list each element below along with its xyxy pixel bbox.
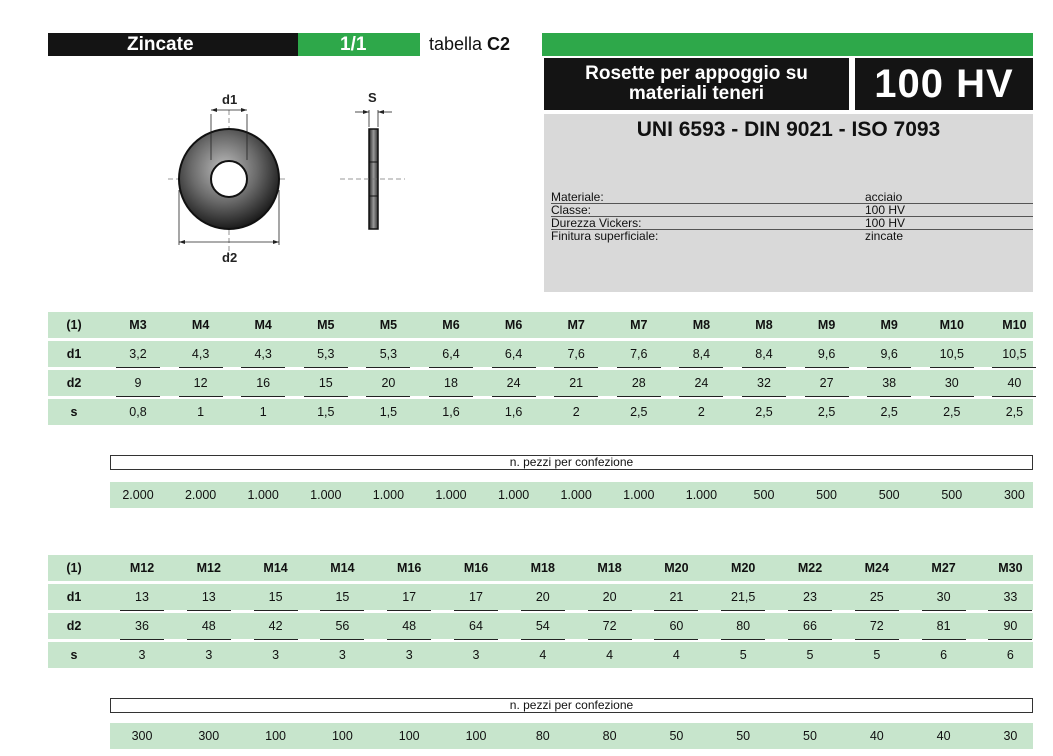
table-cell: 81 bbox=[910, 613, 977, 639]
d2-label: d2 bbox=[222, 250, 238, 265]
pieces-cell: 500 bbox=[941, 488, 963, 502]
table-cell: 42 bbox=[242, 613, 309, 639]
table-cell: 16 bbox=[232, 370, 295, 396]
table-cell: 30 bbox=[910, 584, 977, 610]
table-cell: 6,4 bbox=[482, 341, 545, 367]
row-header: d1 bbox=[66, 347, 82, 361]
table-cell: M20 bbox=[664, 561, 689, 575]
table-cell: M8 bbox=[692, 318, 711, 332]
pieces-cell: 40 bbox=[936, 729, 951, 743]
pieces-cell: 500 bbox=[816, 488, 838, 502]
table-cell: 28 bbox=[608, 370, 671, 396]
table-cell: M8 bbox=[755, 318, 773, 332]
table-cell: 8,4 bbox=[733, 341, 796, 367]
table-cell: 4,3 bbox=[232, 341, 295, 367]
pieces-cell: 2.000 bbox=[184, 488, 217, 502]
table-cell: M5 bbox=[317, 318, 335, 332]
table-cell: 5 bbox=[739, 648, 747, 662]
table-cell: M10 bbox=[1002, 318, 1027, 332]
table-cell: M14 bbox=[330, 561, 355, 575]
table-cell: 0,8 bbox=[129, 405, 147, 419]
pieces-cell: 1.000 bbox=[372, 488, 405, 502]
table-cell: 12 bbox=[169, 370, 232, 396]
table-cell: M24 bbox=[864, 561, 889, 575]
table-cell: 24 bbox=[482, 370, 545, 396]
table-cell: 7,6 bbox=[608, 341, 671, 367]
table-cell: 72 bbox=[843, 613, 910, 639]
property-label: Finitura superficiale: bbox=[551, 229, 659, 243]
table-cell: 15 bbox=[295, 370, 358, 396]
table-cell: 48 bbox=[376, 613, 443, 639]
table-cell: 7,6 bbox=[545, 341, 608, 367]
pieces-cell: 50 bbox=[736, 729, 751, 743]
table-cell: M5 bbox=[379, 318, 398, 332]
table-cell: 9,6 bbox=[858, 341, 921, 367]
table-cell: 2,5 bbox=[943, 405, 961, 419]
d1-row bbox=[48, 584, 1033, 610]
table-cell: 2 bbox=[697, 405, 705, 419]
table-cell: 48 bbox=[175, 613, 242, 639]
table-cell: M6 bbox=[442, 318, 460, 332]
table-cell: M9 bbox=[880, 318, 898, 332]
d2-row bbox=[48, 370, 1033, 396]
table-cell: 21 bbox=[643, 584, 710, 610]
table-cell: M22 bbox=[797, 561, 823, 575]
size-row bbox=[48, 312, 1033, 338]
table-cell: 2,5 bbox=[630, 405, 648, 419]
table-cell: 2 bbox=[572, 405, 580, 419]
pieces-cell: 1.000 bbox=[310, 488, 342, 502]
table-cell: M30 bbox=[998, 561, 1023, 575]
table-cell: 23 bbox=[777, 584, 844, 610]
table-cell: M27 bbox=[931, 561, 956, 575]
table-cell: 54 bbox=[509, 613, 576, 639]
table-cell: 1,6 bbox=[504, 405, 523, 419]
table-cell: 64 bbox=[443, 613, 510, 639]
table-cell: 6 bbox=[1006, 648, 1014, 662]
pieces-cell: 1.000 bbox=[623, 488, 655, 502]
table-cell: 4,3 bbox=[169, 341, 232, 367]
property-label: Materiale: bbox=[551, 190, 604, 204]
d1-row bbox=[48, 341, 1033, 367]
table-cell: 15 bbox=[309, 584, 376, 610]
property-value: zincate bbox=[865, 229, 904, 243]
table-prefix: tabella bbox=[429, 34, 488, 54]
table-cell: 10,5 bbox=[921, 341, 984, 367]
grade-badge: 100 HV bbox=[855, 58, 1033, 110]
product-title bbox=[544, 58, 849, 110]
header-bar-green-right bbox=[542, 33, 1033, 56]
table-cell: 6 bbox=[940, 648, 948, 662]
dimensions-table-2 bbox=[48, 555, 1033, 671]
pieces-label-1: n. pezzi per confezione bbox=[110, 455, 1033, 470]
table-cell: 3 bbox=[272, 648, 280, 662]
pieces-row-1 bbox=[110, 482, 1033, 508]
table-cell: 4 bbox=[606, 648, 614, 662]
table-cell: 10,5 bbox=[983, 341, 1046, 367]
table-cell: 15 bbox=[242, 584, 309, 610]
table-cell: 25 bbox=[843, 584, 910, 610]
table-cell: 17 bbox=[443, 584, 510, 610]
table-cell: M9 bbox=[817, 318, 836, 332]
pieces-cell: 1.000 bbox=[247, 488, 279, 502]
table-cell: 4 bbox=[539, 648, 547, 662]
pieces-label-2: n. pezzi per confezione bbox=[110, 698, 1033, 713]
table-cell: M12 bbox=[196, 561, 221, 575]
table-cell: M14 bbox=[263, 561, 288, 575]
property-value: 100 HV bbox=[865, 216, 906, 230]
s-row bbox=[48, 399, 1033, 425]
table-cell: 3,2 bbox=[107, 341, 170, 367]
properties-list bbox=[551, 191, 1033, 243]
table-cell: 24 bbox=[670, 370, 733, 396]
table-cell: 6,4 bbox=[420, 341, 483, 367]
property-value: 100 HV bbox=[865, 203, 906, 217]
sheet-number: 1/1 bbox=[340, 34, 367, 55]
pieces-cell: 100 bbox=[465, 729, 487, 743]
table-cell: 27 bbox=[795, 370, 858, 396]
table-cell: M3 bbox=[129, 318, 147, 332]
table-cell: 9 bbox=[107, 370, 170, 396]
pieces-cell: 300 bbox=[198, 729, 220, 743]
table-cell: M4 bbox=[191, 318, 210, 332]
pieces-cell: 1.000 bbox=[685, 488, 718, 502]
table-cell: 1,6 bbox=[442, 405, 460, 419]
pieces-cell: 1.000 bbox=[435, 488, 467, 502]
finish-label: Zincate bbox=[127, 34, 194, 55]
d2-row bbox=[48, 613, 1033, 639]
standards-line: UNI 6593 - DIN 9021 - ISO 7093 bbox=[636, 118, 941, 141]
pieces-cell: 50 bbox=[803, 729, 817, 743]
row-header: s bbox=[70, 648, 78, 662]
table-cell: 56 bbox=[309, 613, 376, 639]
row-header: d2 bbox=[66, 376, 82, 390]
dimensions-table-1 bbox=[48, 312, 1033, 428]
washer-drawing bbox=[150, 80, 420, 270]
pieces-cell: 100 bbox=[398, 729, 420, 743]
table-cell: M12 bbox=[129, 561, 155, 575]
table-cell: 3 bbox=[472, 648, 480, 662]
size-row bbox=[48, 555, 1033, 581]
table-cell: 2,5 bbox=[817, 405, 836, 419]
table-cell: 3 bbox=[338, 648, 346, 662]
table-cell: 13 bbox=[109, 584, 176, 610]
pieces-cell: 300 bbox=[131, 729, 153, 743]
pieces-cell: 50 bbox=[669, 729, 684, 743]
table-cell: 4 bbox=[672, 648, 680, 662]
property-value: acciaio bbox=[865, 190, 903, 204]
pieces-cell: 1.000 bbox=[497, 488, 530, 502]
pieces-row-2 bbox=[110, 723, 1033, 749]
table-cell: 40 bbox=[983, 370, 1046, 396]
table-cell: 30 bbox=[921, 370, 984, 396]
row-header: d1 bbox=[66, 590, 82, 604]
pieces-cell: 1.000 bbox=[560, 488, 592, 502]
table-cell: M20 bbox=[731, 561, 756, 575]
table-cell: 9,6 bbox=[795, 341, 858, 367]
row-header: s bbox=[70, 405, 78, 419]
table-cell: 20 bbox=[357, 370, 420, 396]
pieces-cell: 80 bbox=[602, 729, 617, 743]
table-cell: M16 bbox=[463, 561, 489, 575]
d1-label: d1 bbox=[222, 92, 238, 107]
pieces-cell: 40 bbox=[869, 729, 884, 743]
s-label: S bbox=[368, 90, 377, 105]
property-row bbox=[551, 191, 1033, 204]
table-cell: M18 bbox=[597, 561, 622, 575]
property-label: Durezza Vickers: bbox=[551, 216, 642, 230]
table-cell: 5,3 bbox=[357, 341, 420, 367]
table-code-value: C2 bbox=[487, 34, 511, 54]
s-row bbox=[48, 642, 1033, 668]
table-cell: 20 bbox=[509, 584, 576, 610]
pieces-cell: 500 bbox=[753, 488, 775, 502]
table-cell: 21 bbox=[545, 370, 608, 396]
table-cell: 80 bbox=[710, 613, 777, 639]
table-cell: 5 bbox=[873, 648, 881, 662]
pieces-cell: 100 bbox=[331, 729, 353, 743]
table-cell: 21,5 bbox=[710, 584, 777, 610]
table-cell: 18 bbox=[420, 370, 483, 396]
table-cell: M7 bbox=[567, 318, 585, 332]
row-header: d2 bbox=[66, 619, 82, 633]
row-header: (1) bbox=[66, 561, 82, 575]
pieces-cell: 30 bbox=[1003, 729, 1018, 743]
table-cell: 13 bbox=[175, 584, 242, 610]
row-header: (1) bbox=[66, 318, 82, 332]
table-cell: 3 bbox=[205, 648, 213, 662]
table-cell: M18 bbox=[530, 561, 555, 575]
property-label: Classe: bbox=[551, 203, 592, 217]
table-cell: 33 bbox=[977, 584, 1044, 610]
table-cell: 3 bbox=[405, 648, 413, 662]
table-cell: 90 bbox=[977, 613, 1044, 639]
table-cell: 38 bbox=[858, 370, 921, 396]
table-cell: 2,5 bbox=[755, 405, 773, 419]
table-cell: 1,5 bbox=[379, 405, 398, 419]
product-title-line2: materiali teneri bbox=[628, 83, 765, 104]
table-code bbox=[429, 34, 510, 55]
table-cell: 60 bbox=[643, 613, 710, 639]
table-cell: M16 bbox=[397, 561, 422, 575]
table-cell: 2,5 bbox=[880, 405, 898, 419]
table-cell: M4 bbox=[254, 318, 272, 332]
pieces-cell: 500 bbox=[878, 488, 900, 502]
pieces-cell: 100 bbox=[265, 729, 287, 743]
table-cell: 1 bbox=[197, 405, 205, 419]
table-cell: 5 bbox=[806, 648, 814, 662]
table-cell: 8,4 bbox=[670, 341, 733, 367]
table-cell: 66 bbox=[777, 613, 844, 639]
table-cell: 3 bbox=[138, 648, 146, 662]
table-cell: 36 bbox=[109, 613, 176, 639]
pieces-cell: 2.000 bbox=[122, 488, 154, 502]
table-cell: 32 bbox=[733, 370, 796, 396]
table-cell: M10 bbox=[939, 318, 964, 332]
table-cell: 1,5 bbox=[317, 405, 335, 419]
table-cell: M7 bbox=[630, 318, 648, 332]
table-cell: 20 bbox=[576, 584, 643, 610]
table-cell: 5,3 bbox=[295, 341, 358, 367]
table-cell: 2,5 bbox=[1005, 405, 1024, 419]
pieces-cell: 80 bbox=[535, 729, 550, 743]
property-row bbox=[551, 230, 1033, 243]
pieces-cell: 300 bbox=[1003, 488, 1025, 502]
table-cell: 72 bbox=[576, 613, 643, 639]
table-cell: M6 bbox=[504, 318, 523, 332]
table-cell: 1 bbox=[259, 405, 267, 419]
table-cell: 17 bbox=[376, 584, 443, 610]
product-title-line1: Rosette per appoggio su bbox=[585, 63, 808, 84]
